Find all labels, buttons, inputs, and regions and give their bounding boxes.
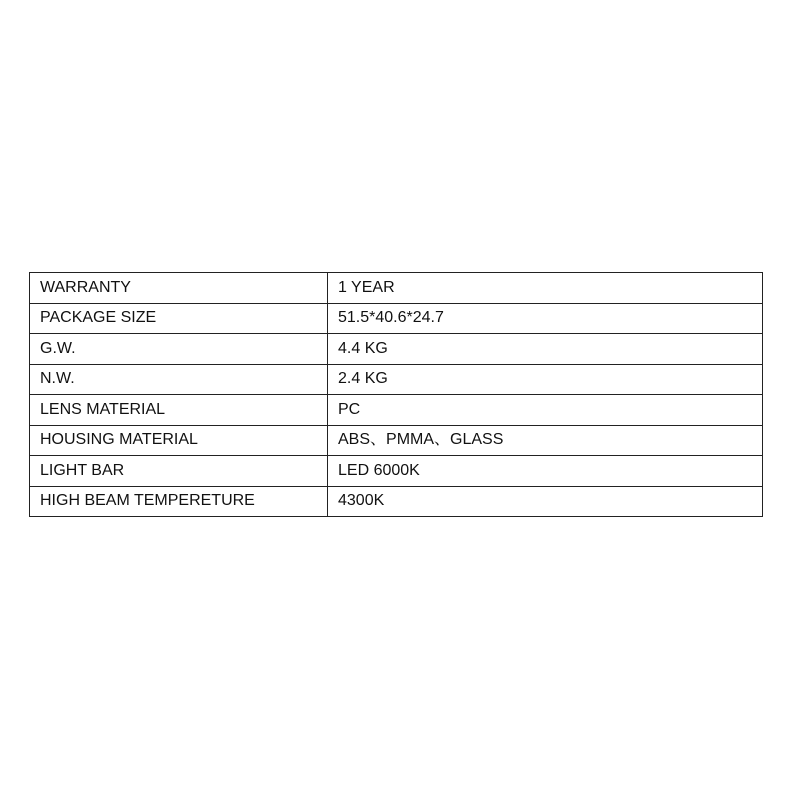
row-label: HOUSING MATERIAL (30, 425, 328, 456)
table-row (30, 303, 763, 334)
table-row (30, 334, 763, 365)
row-label: HIGH BEAM TEMPERETURE (30, 486, 328, 517)
row-label: G.W. (30, 334, 328, 365)
row-value: ABS、PMMA、GLASS (328, 425, 763, 456)
row-value: LED 6000K (328, 456, 763, 487)
table-row (30, 456, 763, 487)
table-row (30, 486, 763, 517)
row-value: 4.4 KG (328, 334, 763, 365)
row-value: PC (328, 395, 763, 426)
row-value: 2.4 KG (328, 364, 763, 395)
table-row (30, 395, 763, 426)
row-label: LENS MATERIAL (30, 395, 328, 426)
spec-table (29, 272, 763, 517)
row-label: PACKAGE SIZE (30, 303, 328, 334)
row-label: N.W. (30, 364, 328, 395)
row-value: 51.5*40.6*24.7 (328, 303, 763, 334)
table-row (30, 273, 763, 304)
row-label: LIGHT BAR (30, 456, 328, 487)
table-row (30, 364, 763, 395)
row-value: 1 YEAR (328, 273, 763, 304)
row-label: WARRANTY (30, 273, 328, 304)
table-row (30, 425, 763, 456)
row-value: 4300K (328, 486, 763, 517)
